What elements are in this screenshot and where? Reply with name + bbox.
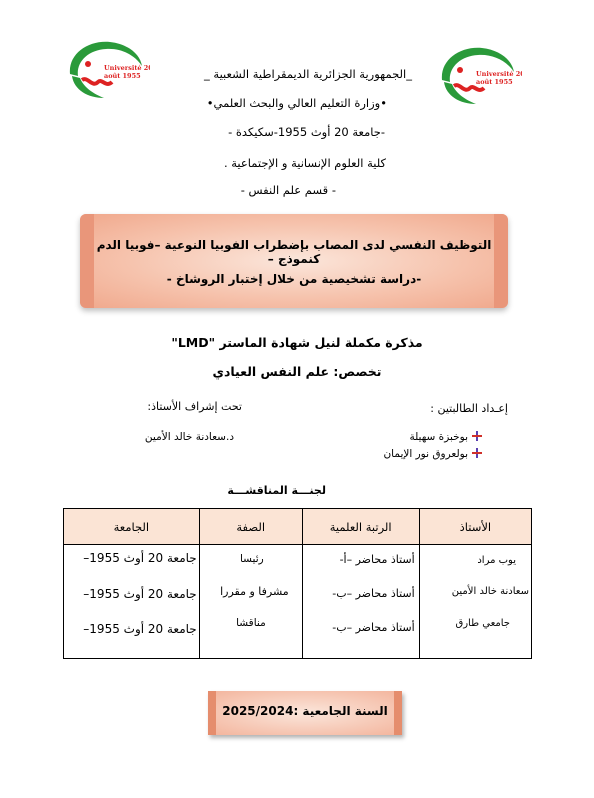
jury-member-university: جامعة 20 أوث 1955–	[83, 622, 197, 636]
memo-line: مذكرة مكملة لنيل شهادة الماستر "LMD"	[171, 335, 423, 350]
logo-text-line1: Université 20	[104, 64, 150, 72]
jury-member-name: سعادنة خالد الأمين	[451, 586, 529, 597]
republic-title: _الجمهورية الجزائرية الديمقراطية الشعبية _	[204, 67, 412, 81]
jury-member-role: مناقشا	[236, 617, 266, 629]
logo-text-line1: Université 20	[476, 70, 522, 78]
academic-year-box	[208, 691, 402, 735]
specialty-line: تخصص: علم النفس العيادي	[212, 364, 382, 379]
column-header-university: الجامعة	[64, 509, 200, 545]
jury-member-rank: أستاذ محاضر –ب-	[332, 587, 415, 600]
jury-member-role: رئيسا	[239, 553, 264, 565]
jury-member-name: جامعي طارق	[455, 618, 510, 629]
logo-text-line2: août 1955	[104, 72, 141, 80]
student-item	[409, 431, 482, 443]
logo-text-line2: août 1955	[476, 78, 513, 86]
ministry-title: •وزارة التعليم العالي والبحث العلمي•	[206, 96, 387, 110]
supervision-label: تحت إشراف الأستاذ:	[147, 400, 242, 413]
bullet-icon	[472, 431, 482, 441]
student-item	[383, 448, 482, 460]
department-title: - قسم علم النفس -	[240, 183, 336, 197]
student-name: بولعروق نور الإيمان	[383, 448, 468, 460]
academic-year-text: السنة الجامعية :2025/2024	[222, 704, 388, 718]
thesis-title-box	[80, 214, 508, 308]
universities-cell	[64, 545, 200, 659]
names-cell	[419, 545, 531, 659]
thesis-title-line1: التوظيف النفسي لدى المصاب بإضطراب الفوبيا النوعية –فوبيا الدم كنموذج –	[96, 238, 492, 266]
roles-cell	[199, 545, 302, 659]
prepared-by-label: إعـداد الطالبتين :	[430, 402, 508, 415]
supervisor-name: د.سعادنة خالد الأمين	[144, 431, 234, 443]
column-header-role: الصفة	[199, 509, 302, 545]
university-logo-left	[60, 36, 150, 106]
thesis-title-line2: -دراسة تشخيصية من خلال إختبار الروشاخ -	[166, 272, 422, 286]
jury-member-rank: أستاذ محاضر –أ-	[339, 553, 415, 566]
university-logo-right	[432, 42, 522, 112]
jury-member-university: جامعة 20 أوث 1955–	[83, 587, 197, 601]
jury-member-rank: أستاذ محاضر –ب-	[332, 621, 415, 634]
jury-member-role: مشرفا و مقررا	[220, 585, 289, 598]
jury-member-name: يوب مراد	[477, 555, 516, 566]
jury-table	[63, 508, 532, 659]
jury-title: لجنـــة المناقشـــة	[227, 484, 326, 497]
faculty-title: كلية العلوم الإنسانية و الإجتماعية .	[223, 156, 386, 170]
jury-member-university: جامعة 20 أوث 1955–	[83, 551, 197, 565]
column-header-rank: الرتبة العلمية	[302, 509, 419, 545]
bullet-icon	[472, 448, 482, 458]
student-name: بوخبزة سهيلة	[409, 431, 468, 443]
ranks-cell	[302, 545, 419, 659]
university-title: -جامعة 20 أوث 1955-سكيكدة -	[228, 125, 385, 139]
column-header-professor: الأستاذ	[419, 509, 531, 545]
